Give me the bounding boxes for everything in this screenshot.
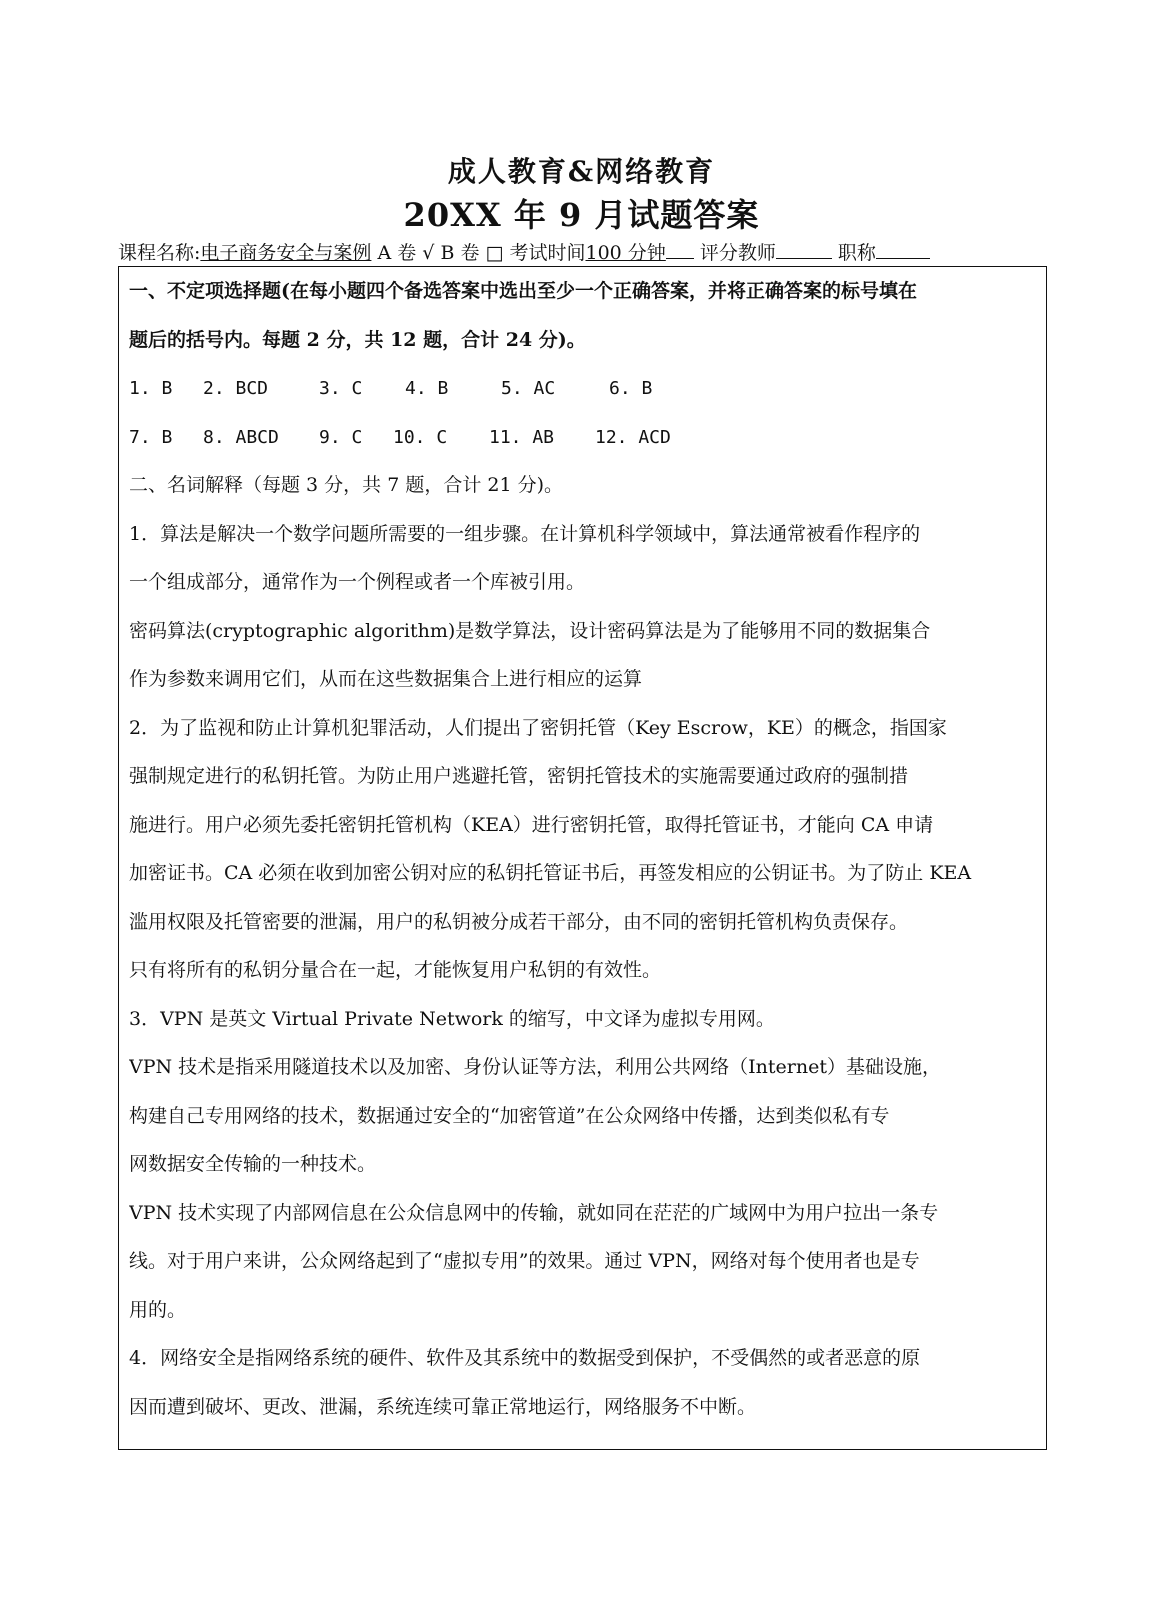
paragraph-line: 3．VPN 是英文 Virtual Private Network 的缩写，中文译为虚拟专用网。 (129, 1007, 775, 1030)
answer-item: 7. B (129, 426, 173, 448)
answer-content (129, 267, 1037, 1431)
paragraph-line: 用的。 (129, 1298, 187, 1321)
section1-heading: 一、不定项选择题(在每小题四个备选答案中选出至少一个正确答案，并将正确答案的标号填在 (129, 280, 917, 302)
paragraph-line: 只有将所有的私钥分量合在一起，才能恢复用户私钥的有效性。 (129, 959, 662, 981)
paragraph-line: 4．网络安全是指网络系统的硬件、软件及其系统中的数据受到保护，不受偶然的或者恶意的原 (129, 1347, 921, 1369)
grader-blank (776, 240, 832, 259)
time-blank (666, 240, 694, 259)
answer-item: 2. BCD (203, 378, 269, 399)
paragraph-line: VPN 技术是指采用隧道技术以及加密、身份认证等方法，利用公共网络（Internet）基础设施， (129, 1056, 941, 1078)
answer-item: 6. B (609, 378, 653, 399)
answer-item: 12. ACD (595, 426, 671, 448)
paragraph-line: 构建自己专用网络的技术，数据通过安全的“加密管道”在公众网络中传播，达到类似私有专 (129, 1104, 890, 1127)
section1-heading-cont: 题后的括号内。每题 2 分，共 12 题，合计 24 分)。 (129, 328, 586, 351)
paper-a-mark: A 卷 √ (377, 242, 435, 264)
paragraph-line: 1．算法是解决一个数学问题所需要的一组步骤。在计算机科学领域中，算法通常被看作程序的 (129, 522, 921, 545)
answer-item: 5. AC (501, 378, 556, 399)
title-label: 职称 (837, 242, 876, 264)
answer-box (118, 266, 1047, 1450)
answer-item: 9. C (319, 426, 363, 448)
paragraph-line: 密码算法(cryptographic algorithm)是数学算法，设计密码算法是为了能够用不同的数据集合 (129, 619, 931, 642)
course-label: 课程名称: (118, 242, 201, 264)
answer-item: 3. C (319, 378, 363, 399)
paragraph-line: 施进行。用户必须先委托密钥托管机构（KEA）进行密钥托管，取得托管证书，才能向 CA 申请 (129, 813, 934, 836)
paragraph-line: 2．为了监视和防止计算机犯罪活动，人们提出了密钥托管（Key Escrow，KE）的概念，指国家 (129, 716, 947, 739)
paragraph-line: 强制规定进行的私钥托管。为防止用户逃避托管，密钥托管技术的实施需要通过政府的强制措 (129, 765, 909, 787)
answers-row-1 (129, 364, 1037, 413)
answer-item: 8. ABCD (203, 426, 279, 448)
paragraph-line: 线。对于用户来讲，公众网络起到了“虚拟专用”的效果。通过 VPN，网络对每个使用者也是专 (129, 1250, 920, 1272)
exam-time-label: 考试时间 (509, 242, 586, 264)
paragraph-line: 滥用权限及托管密要的泄漏，用户的私钥被分成若干部分，由不同的密钥托管机构负责保存。 (129, 910, 909, 933)
exam-time-value: 100 分钟 (585, 242, 666, 264)
course-name: 电子商务安全与案例 (200, 242, 372, 264)
paragraph-line: 一个组成部分，通常作为一个例程或者一个库被引用。 (129, 571, 586, 593)
answer-item: 1. B (129, 378, 173, 399)
paragraph-line: 因而遭到破坏、更改、泄漏，系统连续可靠正常地运行，网络服务不中断。 (129, 1395, 757, 1418)
paragraph-line: VPN 技术实现了内部网信息在公众信息网中的传输，就如同在茫茫的广域网中为用户拉出一条专 (129, 1201, 939, 1224)
answer-item: 11. AB (489, 426, 555, 448)
section2-heading: 二、名词解释（每题 3 分，共 7 题，合计 21 分)。 (129, 474, 564, 496)
document-title-main: 20XX 年 9 月试题答案 (403, 196, 760, 234)
paragraph-line: 作为参数来调用它们，从而在这些数据集合上进行相应的运算 (129, 668, 643, 690)
answer-item: 4. B (405, 378, 449, 399)
paragraph-line: 加密证书。CA 必须在收到加密公钥对应的私钥托管证书后，再签发相应的公钥证书。为了防止 KEA (129, 862, 972, 884)
course-info-line (118, 238, 1048, 265)
title-blank (876, 240, 930, 259)
answer-item: 10. C (393, 426, 448, 448)
paragraph-line: 网数据安全传输的一种技术。 (129, 1153, 377, 1175)
answers-row-2 (129, 413, 1037, 462)
grader-label: 评分教师 (699, 242, 776, 264)
paper-b-mark: B 卷 □ (440, 242, 504, 264)
document-title-org: 成人教育&网络教育 (447, 155, 716, 188)
